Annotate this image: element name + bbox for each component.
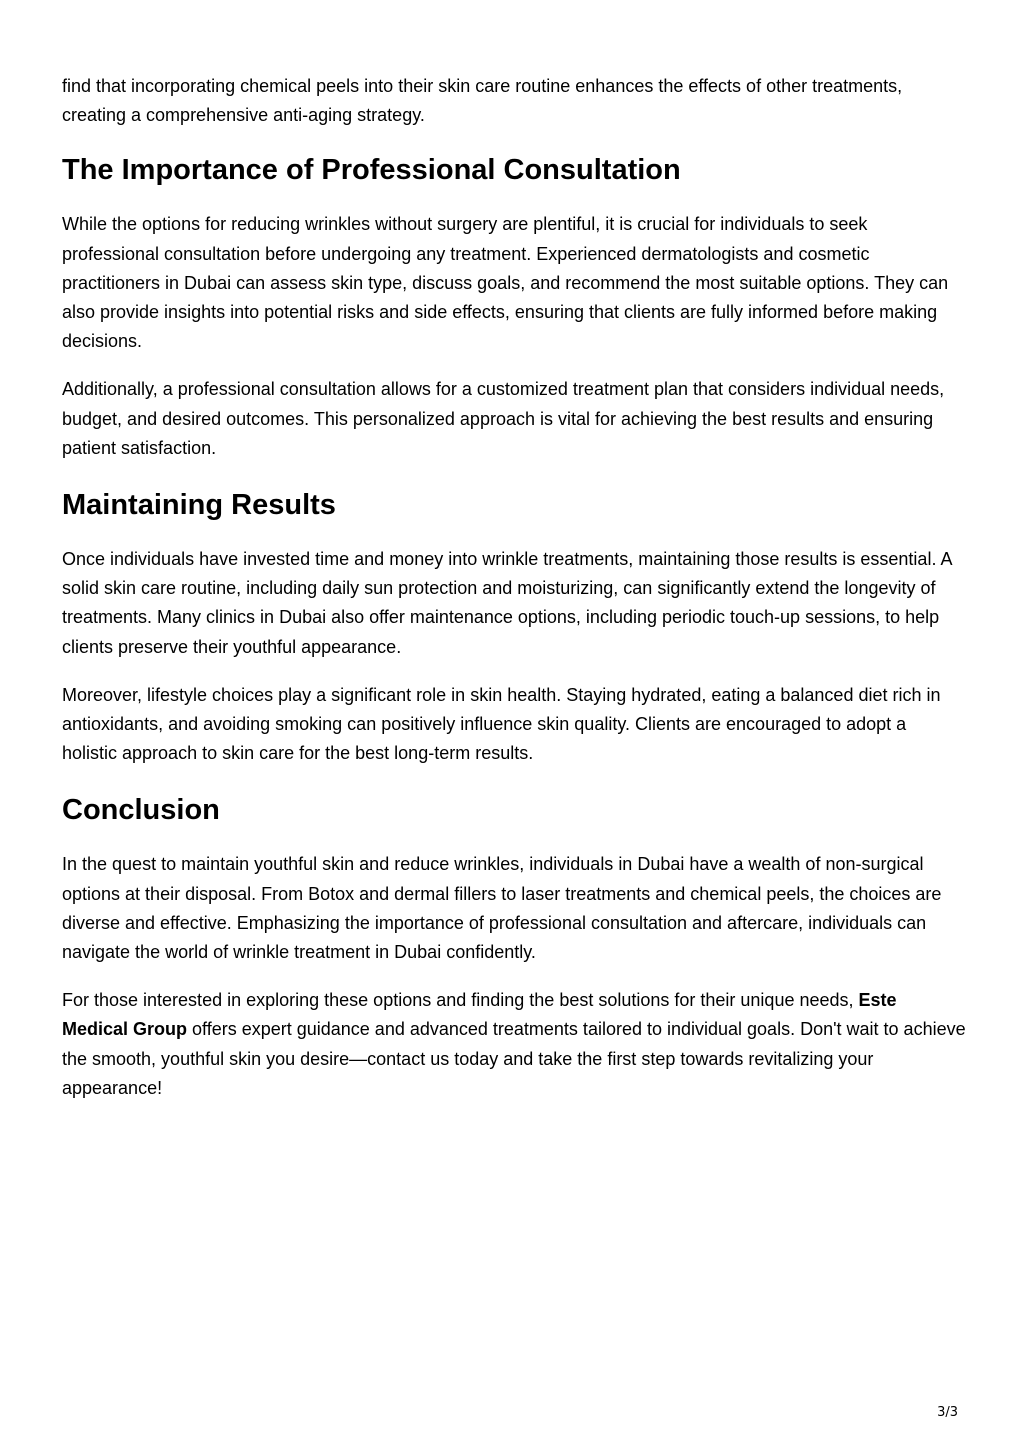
page-number: 3/3 — [937, 1405, 958, 1420]
heading-conclusion: Conclusion — [62, 794, 220, 827]
heading-professional-consultation: The Importance of Professional Consultation — [62, 154, 681, 187]
conclusion-paragraph-closing — [62, 986, 966, 1103]
heading-maintaining-results: Maintaining Results — [62, 489, 336, 522]
intro-paragraph: find that incorporating chemical peels into their skin care routine enhances the effects of other treatments, creating a comprehensive anti-aging strategy. — [62, 76, 903, 126]
closing-text-before: For those interested in exploring these options and finding the best solutions for their unique needs, — [62, 990, 859, 1011]
maintaining-paragraph-2: Moreover, lifestyle choices play a significant role in skin health. Staying hydrated, eating a balanced diet rich in antioxidants, and avoiding smoking can positively influence skin quality. Clients are encouraged to adopt a holistic approach to skin care for the best long-term results. — [62, 684, 941, 764]
company-name: Este Medical Group — [62, 990, 897, 1040]
conclusion-paragraph-1: In the quest to maintain youthful skin and reduce wrinkles, individuals in Dubai have a wealth of non-surgical options at their disposal. From Botox and dermal fillers to laser treatments and chemical peels, the choices are diverse and effective. Emphasizing the importance of professional consultation and aftercare, individuals can navigate the world of wrinkle treatment in Dubai confidently. — [62, 854, 942, 963]
document-page — [62, 72, 966, 1122]
closing-text-after: offers expert guidance and advanced treatments tailored to individual goals. Don't wait to achieve the smooth, youthful skin you desire—contact us today and take the first step towards revitalizing your appearance! — [62, 1019, 966, 1098]
maintaining-paragraph-1: Once individuals have invested time and money into wrinkle treatments, maintaining those results is essential. A solid skin care routine, including daily sun protection and moisturizing, can significantly extend the longevity of treatments. Many clinics in Dubai also offer maintenance options, including periodic touch-up sessions, to help clients preserve their youthful appearance. — [62, 549, 952, 657]
consultation-paragraph-1: While the options for reducing wrinkles without surgery are plentiful, it is crucial for individuals to seek professional consultation before undergoing any treatment. Experienced dermatologists and cosmetic practitioners in Dubai can assess skin type, discuss goals, and recommend the most suitable options. They can also provide insights into potential risks and side effects, ensuring that clients are fully informed before making decisions. — [62, 214, 949, 352]
consultation-paragraph-2: Additionally, a professional consultation allows for a customized treatment plan that considers individual needs, budget, and desired outcomes. This personalized approach is vital for achieving the best results and ensuring patient satisfaction. — [62, 379, 945, 458]
